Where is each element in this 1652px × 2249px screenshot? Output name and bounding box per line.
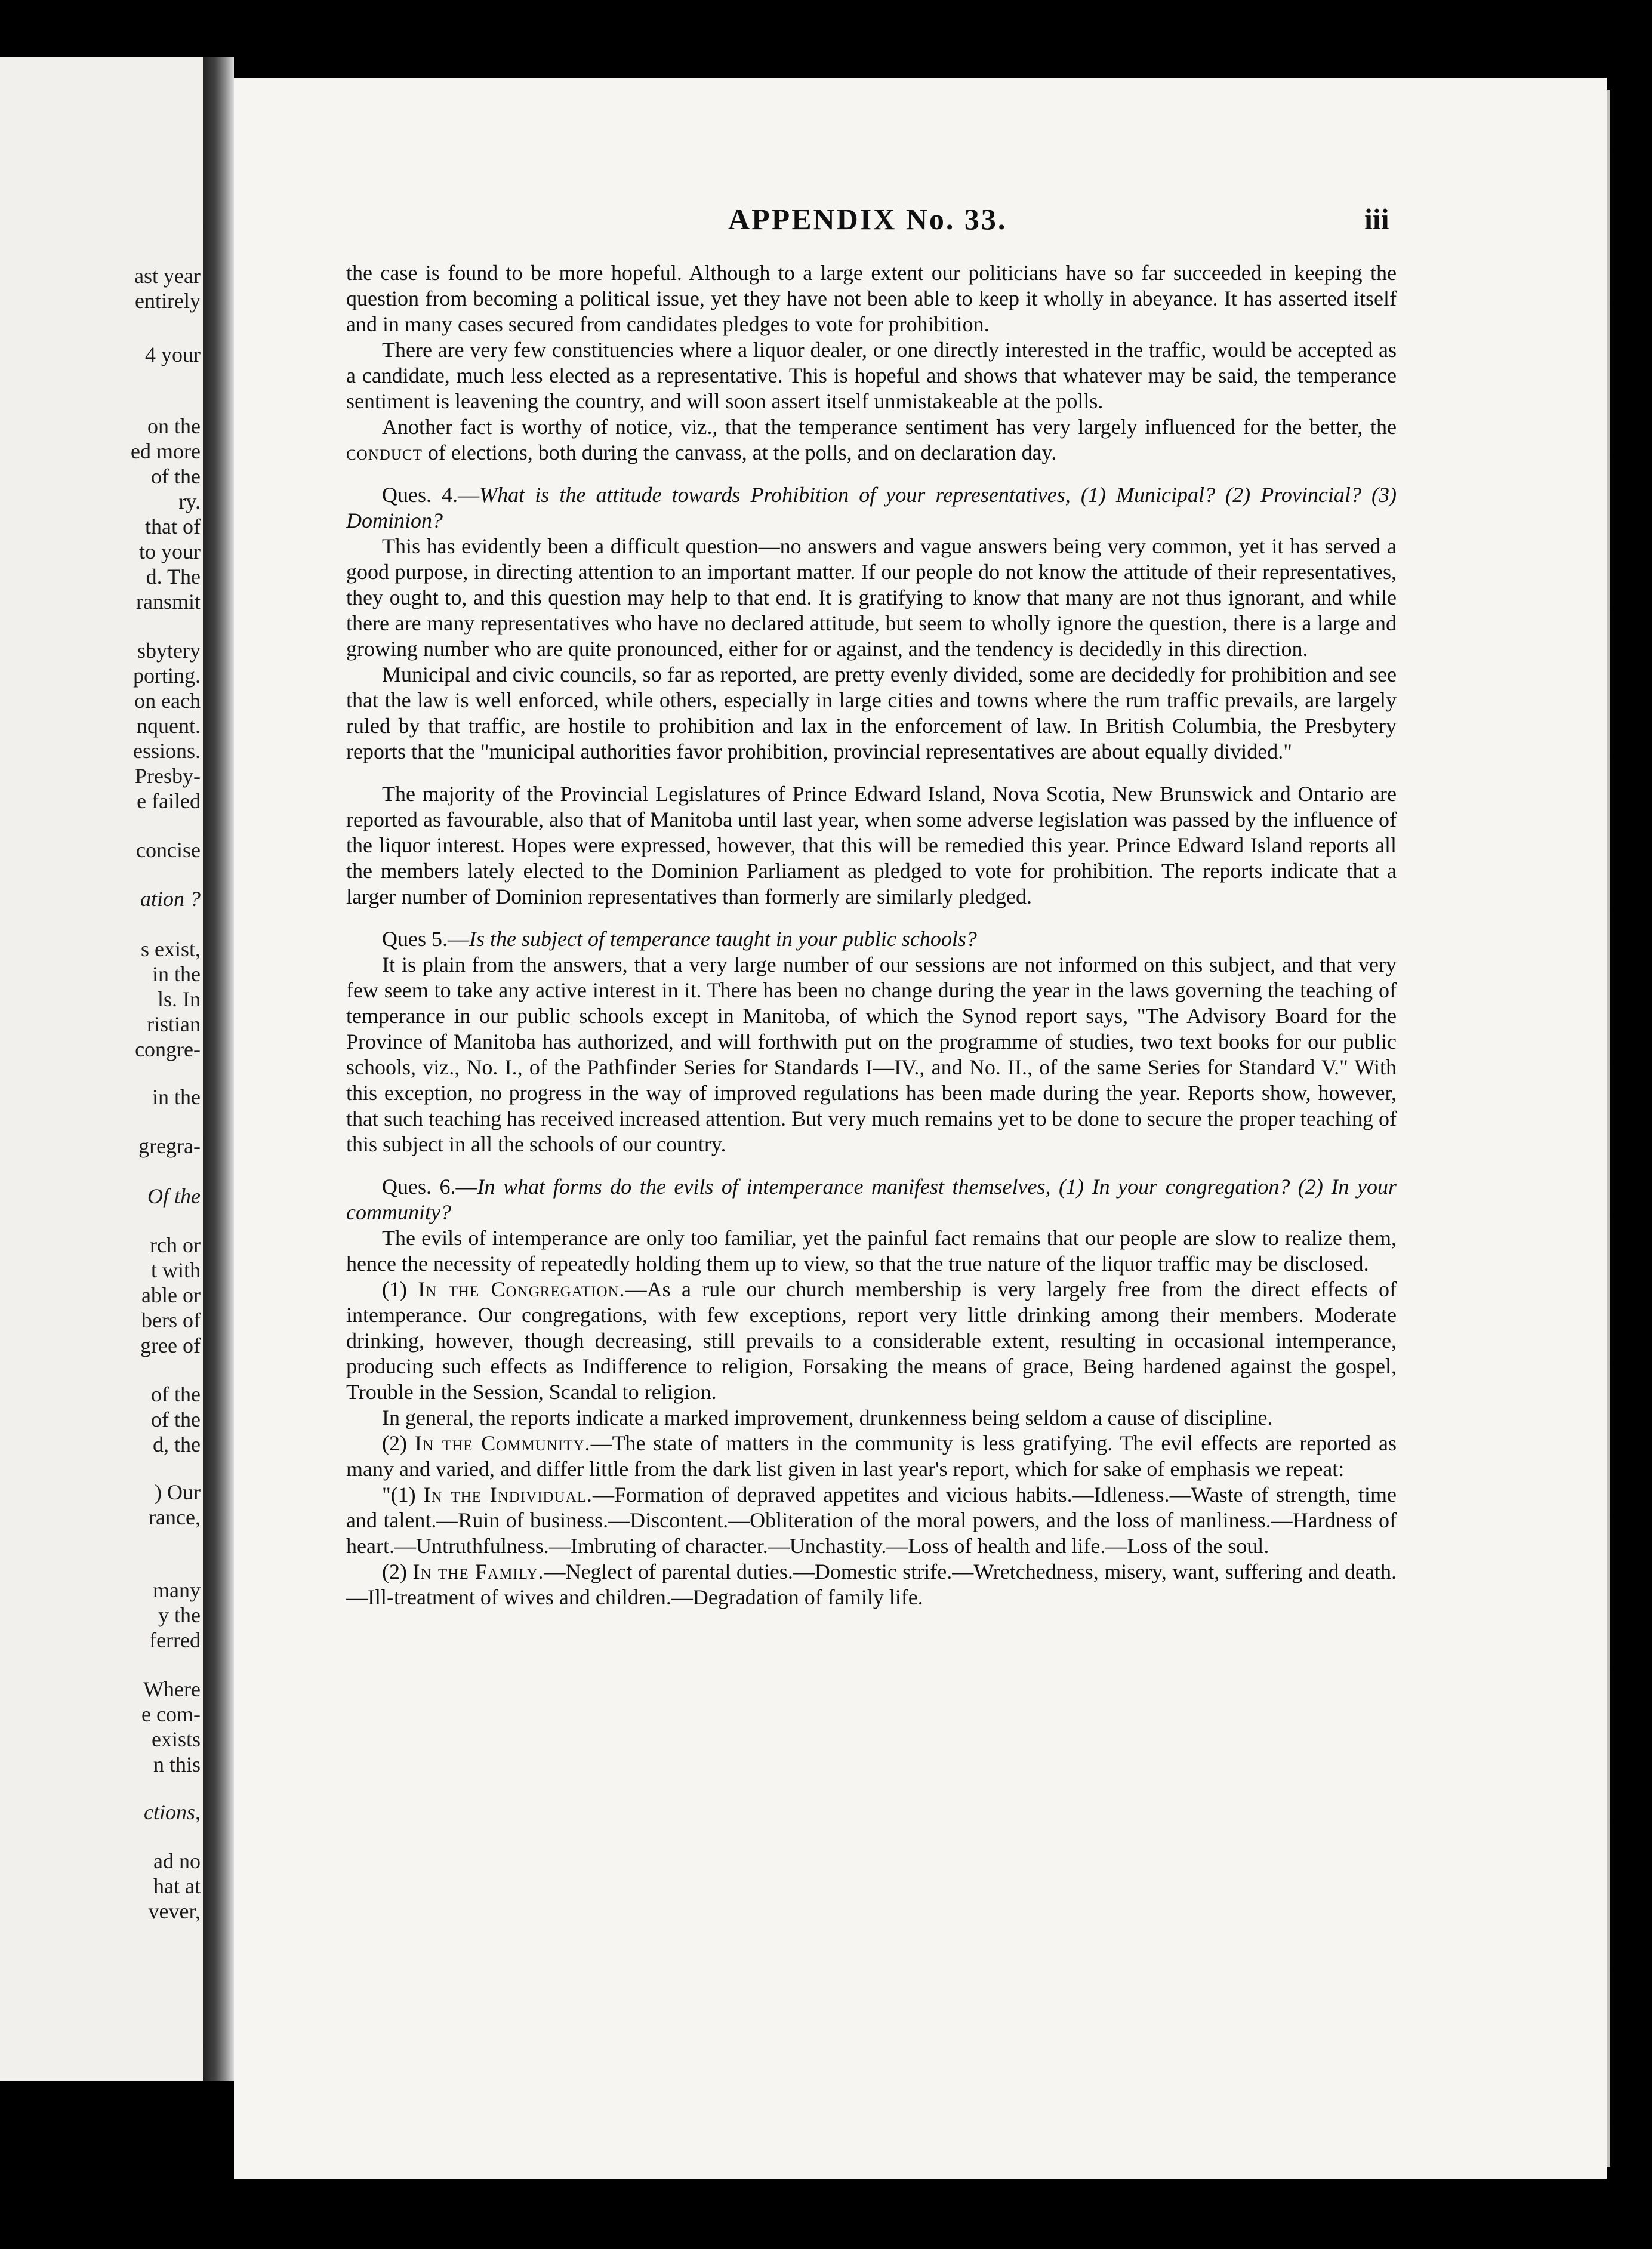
left-page-text-fragment: t with	[150, 1258, 201, 1282]
left-page-text-fragment: hat at	[153, 1874, 201, 1898]
paragraph: (1) In the Congregation.—As a rule our church membership is very largely free from the direct effects of intemperance. Our congregations, with few exceptions, report very little drinking among their members. Moderate drinking, however, though decreasing, still prevails to a considerable extent, resulting in occasional intemperance, producing such effects as Indifference to religion, Forsaking the means of grace, Being hardened against the gospel, Trouble in the Session, Scandal to religion.	[346, 1277, 1397, 1404]
left-page-text-fragment: rch or	[150, 1233, 201, 1257]
left-page-text-fragment: ristian	[147, 1012, 201, 1036]
left-page-text-fragment: ed more	[131, 439, 201, 463]
left-page-text-fragment: rance,	[149, 1505, 201, 1529]
left-page-text-fragment: y the	[158, 1603, 201, 1627]
left-page-text-fragment: bers of	[141, 1308, 201, 1332]
question-4: Ques. 4.—What is the attitude towards Prohibition of your representatives, (1) Municipal? (2) Provincial? (3) Dominion?	[346, 483, 1397, 532]
left-page-text-fragment: on the	[147, 414, 201, 438]
paragraph: There are very few constituencies where a liquor dealer, or one directly interested in the traffic, would be accepted as a candidate, much less elected as a representative. This is hopeful and shows that whatever may be said, the temperance sentiment is leavening the country, and will soon assert itself unmistakeable at the polls.	[346, 338, 1397, 413]
left-page-text-fragment: many	[153, 1578, 201, 1602]
paragraph: It is plain from the answers, that a very large number of our sessions are not informed on this subject, and that very few seem to take any active interest in it. There has been no change during the year in the laws governing the teaching of temperance in our public schools except in Manitoba, of which the Synod report says, "The Advisory Board for the Province of Manitoba has authorized, and will forthwith put on the programme of studies, two text books for our public schools, viz., No. I., of the Pathfinder Series for Standards I—IV., and No. II., of the same Series for Standard V." With this exception, no progress in the way of improved regulations has been made during the year. Reports show, however, that such teaching has received increased attention. But very much remains yet to be done to secure the proper teaching of this subject in all the schools of our country.	[346, 953, 1397, 1156]
paragraph: The majority of the Provincial Legislatures of Prince Edward Island, Nova Scotia, New Brunswick and Ontario are reported as favourable, also that of Manitoba until last year, when some adverse legislation was passed by the influence of the liquor interest. Hopes were expressed, however, that this will be remedied this year. Prince Edward Island reports all the members lately elected to the Dominion Parliament as pledged to vote for prohibition. The reports indicate that a larger number of Dominion representatives than formerly are similarly pledged.	[346, 782, 1397, 908]
left-page-text-fragment: Presby-	[135, 764, 201, 788]
left-page-text-fragment: gree of	[140, 1333, 201, 1357]
left-page-text-fragment: ransmit	[136, 590, 201, 614]
left-page-text-fragment: on each	[134, 689, 201, 713]
paragraph: "(1) In the Individual.—Formation of depraved appetites and vicious habits.—Idleness.—Waste of strength, time and talent.—Ruin of business.—Discontent.—Obliteration of the moral powers, and the loss of manliness.—Hardness of heart.—Untruthfulness.—Imbruting of character.—Unchastity.—Loss of health and life.—Loss of the soul.	[346, 1483, 1397, 1558]
left-page-text-fragment: able or	[141, 1283, 201, 1307]
left-page-text-fragment: that of	[145, 515, 201, 538]
left-page-text-fragment: essions.	[132, 739, 201, 763]
paragraph: This has evidently been a difficult question—no answers and vague answers being very common, yet it has served a good purpose, in directing attention to an important matter. If our people do not know the attitude of their representatives, they ought to, and this question may help to that end. It is gratifying to know that many are not thus ignorant, and while there are many representatives who have no declared attitude, but seem to wholly ignore the question, there is a large and growing number who are quite pronounced, either for or against, and the tendency is decidedly in this direction.	[346, 534, 1397, 661]
left-page-text-fragment: ast year	[134, 264, 201, 288]
left-page-text-fragment: of the	[151, 1407, 201, 1431]
left-page-text-fragment: ) Our	[155, 1480, 201, 1504]
paragraph: Another fact is worthy of notice, viz., that the temperance sentiment has very largely influenced for the better, the conduct of elections, both during the canvass, at the polls, and on declaration day.	[346, 415, 1397, 464]
left-page-text-fragment: to your	[139, 540, 201, 563]
book-gutter	[203, 57, 234, 2081]
left-page-text-fragment: exists	[151, 1727, 201, 1751]
page-body	[346, 260, 1397, 1610]
left-page-text-fragment: concise	[136, 838, 201, 862]
paragraph: Municipal and civic councils, so far as reported, are pretty evenly divided, some are decidedly for prohibition and see that the law is well enforced, while others, especially in large cities and towns where the rum traffic prevails, are largely ruled by that traffic, are hostile to prohibition and lax in the enforcement of law. In British Columbia, the Presbytery reports that the "municipal authorities favor prohibition, provincial representatives are about equally divided."	[346, 663, 1397, 763]
question-6: Ques. 6.—In what forms do the evils of intemperance manifest themselves, (1) In your congregation? (2) In your community?	[346, 1175, 1397, 1224]
left-page-text-fragment: in the	[152, 962, 201, 986]
left-page-text-fragment: d, the	[153, 1432, 201, 1456]
left-page-text-fragment: ferred	[149, 1628, 201, 1652]
left-page-text-fragment: porting.	[133, 664, 201, 688]
left-page-text-fragment: Of the	[147, 1184, 201, 1208]
left-page-text-fragment: ctions,	[144, 1800, 201, 1824]
left-page-text-fragment: ls. In	[158, 987, 201, 1011]
left-page-text-fragment: in the	[152, 1085, 201, 1109]
left-page-text-fragment: e failed	[137, 789, 201, 813]
left-page-text-fragment: of the	[151, 1382, 201, 1406]
left-page-text-fragment: vever,	[148, 1899, 201, 1923]
paragraph: The evils of intemperance are only too familiar, yet the painful fact remains that our people are slow to realize them, hence the necessity of repeatedly holding them up to view, so that the true nature of the liquor traffic may be disclosed.	[346, 1226, 1397, 1276]
paragraph: In general, the reports indicate a marked improvement, drunkenness being seldom a cause of discipline.	[382, 1406, 1273, 1429]
running-header: APPENDIX No. 33.	[728, 202, 1007, 236]
left-page-text-fragment: ad no	[153, 1849, 201, 1873]
left-page-text-fragment: entirely	[135, 289, 201, 313]
paragraph: the case is found to be more hopeful. Although to a large extent our politicians have so far succeeded in keeping the question from becoming a political issue, yet they have not been able to keep it wholly in abeyance. It has asserted itself and in many cases secured from candidates pledges to vote for prohibition.	[346, 261, 1397, 336]
left-page-text-fragment: Where	[143, 1677, 201, 1701]
paragraph: (2) In the Family.—Neglect of parental duties.—Domestic strife.—Wretchedness, misery, want, suffering and death.—Ill-treatment of wives and children.—Degradation of family life.	[346, 1560, 1397, 1609]
left-page-text-fragment: nquent.	[137, 714, 201, 738]
left-page-text-fragment: n this	[153, 1752, 201, 1776]
left-page-text-fragment: sbytery	[137, 639, 201, 663]
left-page-text-fragment: ry.	[178, 489, 201, 513]
left-page-text-fragment: ation ?	[140, 887, 201, 911]
page-number: iii	[1364, 202, 1389, 236]
left-page-text-fragment: s exist,	[140, 937, 201, 961]
paragraph: (2) In the Community.—The state of matters in the community is less gratifying. The evil effects are reported as many and varied, and differ little from the dark list given in last year's report, which for sake of emphasis we repeat:	[346, 1431, 1397, 1481]
left-page-text-fragment: gregra-	[138, 1134, 201, 1158]
left-page-text-fragment: d. The	[146, 565, 201, 589]
left-page-text-fragment: e com-	[141, 1702, 201, 1726]
left-page-text-fragment: of the	[151, 464, 201, 488]
left-facing-page	[0, 57, 203, 2081]
left-page-text-fragment: congre-	[135, 1037, 201, 1061]
question-5: Ques 5.—Is the subject of temperance taught in your public schools?	[382, 927, 977, 951]
left-page-text-fragment: 4 your	[145, 343, 201, 366]
